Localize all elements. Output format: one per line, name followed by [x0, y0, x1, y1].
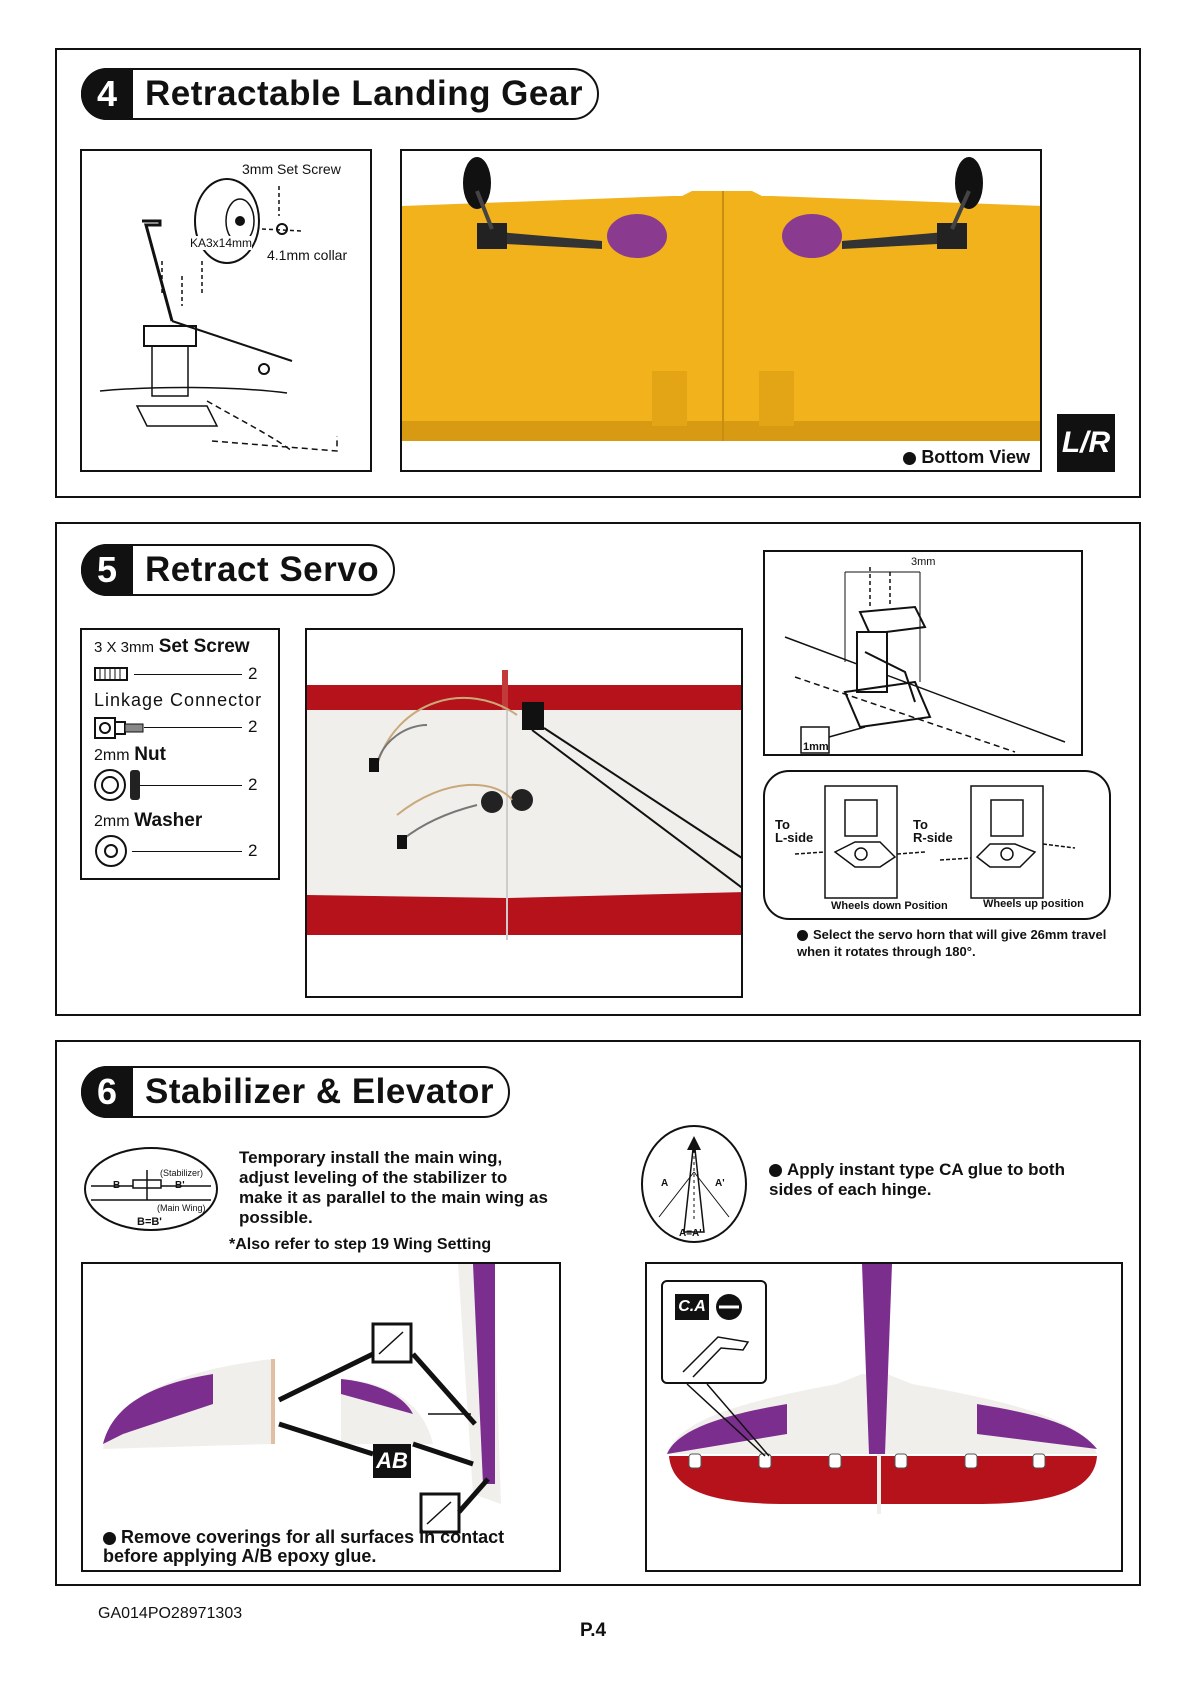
bullet-icon: [769, 1164, 782, 1177]
part-line: [140, 785, 242, 786]
part-line: [134, 674, 242, 675]
step6-title-text: Stabilizer & Elevator: [145, 1072, 494, 1111]
label-a: A: [661, 1178, 669, 1189]
refer-note: *Also refer to step 19 Wing Setting: [229, 1236, 492, 1253]
part-qty: 2: [248, 841, 258, 860]
landing-gear-photo: [400, 149, 1042, 472]
label-b: B: [113, 1180, 121, 1191]
wing-bottom-view-image: [402, 151, 1042, 472]
elevator-photo: [645, 1262, 1123, 1572]
step4-title-text: Retractable Landing Gear: [145, 74, 583, 113]
step5-number: 5: [81, 544, 133, 596]
part-washer: 2mm Washer: [94, 810, 203, 831]
lr-badge: L/R: [1057, 414, 1115, 472]
step4-panel: [55, 48, 1141, 498]
part-qty: 2: [248, 664, 258, 683]
servo-note-text: Select the servo horn that will give 26mm travel when it rotates through 180°.: [797, 927, 1107, 959]
bottom-view-caption: [901, 447, 1032, 468]
document-code: GA014PO28971303: [98, 1605, 243, 1622]
step6-title: [81, 1066, 510, 1118]
ca-glue-note-text: Apply instant type CA glue to both sides of each hinge.: [769, 1160, 1065, 1199]
step4-number: 4: [81, 68, 133, 120]
label-a-equation: A=A': [679, 1228, 702, 1239]
servo-note: [797, 926, 1117, 960]
label-b-equation: B=B': [137, 1216, 162, 1228]
servo-photo: [305, 628, 743, 998]
ca-bottle-icon: [663, 1282, 765, 1382]
stabilizer-photo: [81, 1262, 561, 1572]
label-a-prime: A': [715, 1178, 725, 1189]
wheels-down-label: Wheels down Position: [831, 900, 948, 912]
wing-servo-image: [307, 630, 743, 998]
parts-list: [80, 628, 280, 880]
part-qty: 2: [248, 775, 258, 794]
epoxy-note: [103, 1528, 543, 1566]
hinge-alignment-drawing: [639, 1122, 749, 1244]
step5-title: [81, 544, 395, 596]
set-screw-label: 3mm Set Screw: [242, 161, 341, 177]
washer-icon: [94, 834, 130, 868]
servo-mount-drawing: [765, 552, 1083, 756]
part-set-screw: 3 X 3mm Set Screw: [94, 636, 250, 657]
step5-panel: [55, 522, 1141, 1016]
part-qty: 2: [248, 717, 258, 736]
set-screw-icon: [94, 664, 134, 684]
screw-label: KA3x14mm: [190, 236, 253, 250]
bottom-view-text: Bottom View: [921, 447, 1030, 467]
label-b-prime: B': [175, 1180, 185, 1191]
label-1mm: 1mm: [803, 741, 829, 753]
landing-gear-drawing: [82, 151, 372, 472]
bullet-icon: [797, 930, 808, 941]
label-main-wing: (Main Wing): [157, 1203, 206, 1213]
part-line: [144, 727, 242, 728]
step6-panel: [55, 1040, 1141, 1586]
page-number: P.4: [580, 1620, 607, 1641]
label-3mm: 3mm: [911, 556, 936, 568]
wheels-up-label: Wheels up position: [983, 898, 1084, 910]
bullet-icon: [903, 452, 916, 465]
stabilizer-epoxy-image: [83, 1264, 561, 1572]
ca-label: C.A: [675, 1294, 709, 1320]
step6-number: 6: [81, 1066, 133, 1118]
ca-glue-note: [769, 1160, 1089, 1200]
bullet-icon: [103, 1532, 116, 1545]
ca-glue-box: [661, 1280, 767, 1384]
to-left-label: To L-side: [775, 817, 814, 845]
part-line: [132, 851, 242, 852]
to-right-label: To R-side: [913, 817, 953, 845]
servo-horn-diagram: [763, 770, 1111, 920]
collar-label: 4.1mm collar: [267, 247, 348, 263]
step4-title: [81, 68, 599, 120]
ab-epoxy-label: AB: [373, 1444, 411, 1478]
part-linkage-connector: Linkage Connector: [94, 690, 263, 710]
stabilizer-instruction: Temporary install the main wing, adjust leveling of the stabilizer to make it as parallel to the main wing as possible.: [239, 1148, 548, 1227]
step5-title-text: Retract Servo: [145, 550, 380, 589]
label-stabilizer: (Stabilizer): [160, 1168, 204, 1178]
linkage-connector-icon: [94, 716, 154, 740]
landing-gear-diagram: [80, 149, 372, 472]
part-nut: 2mm Nut: [94, 744, 166, 765]
epoxy-note-text: Remove coverings for all surfaces in contact before applying A/B epoxy glue.: [103, 1527, 505, 1566]
servo-mount-diagram: [763, 550, 1083, 756]
